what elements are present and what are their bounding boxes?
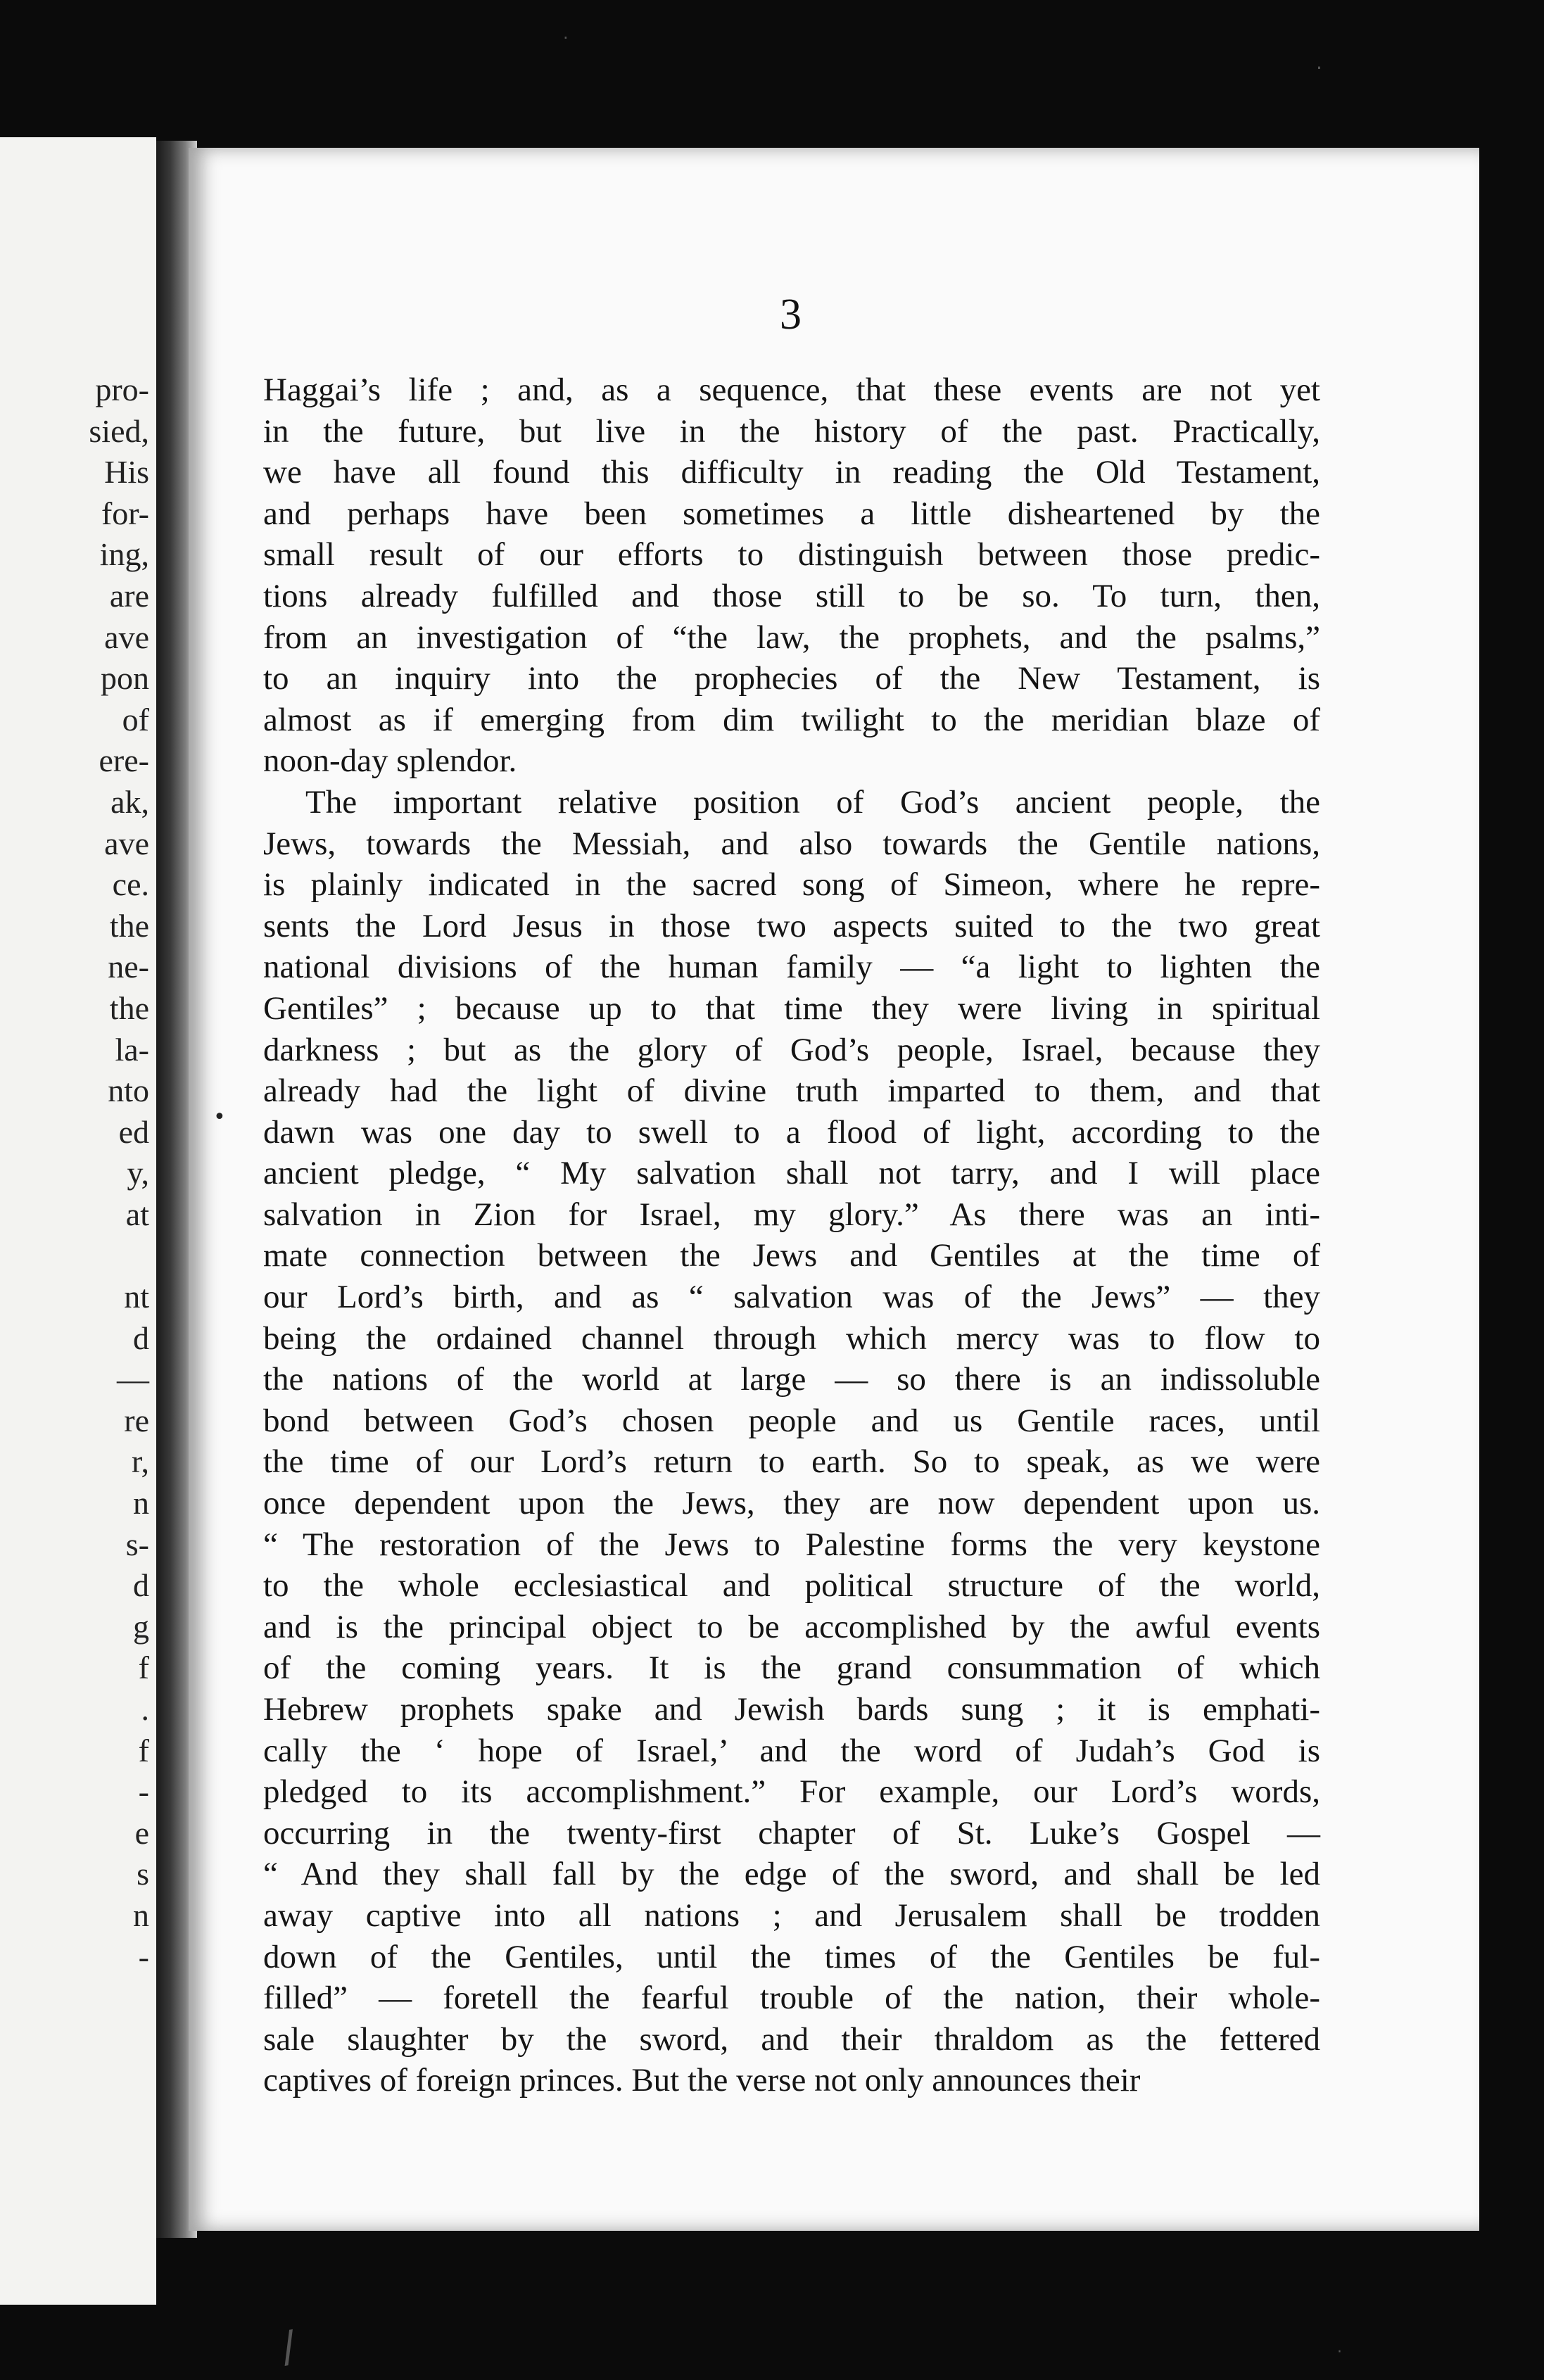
text-line: national divisions of the human family — “a light to lighten the xyxy=(263,949,1320,986)
text-line: sents the Lord Jesus in those two aspects suited to the two great xyxy=(263,907,1320,944)
text-line: away captive into all nations ; and Jerusalem shall be trodden xyxy=(263,1897,1320,1934)
text-line: bond between God’s chosen people and us Gentile races, until xyxy=(263,1402,1320,1439)
facing-page-fragment: n xyxy=(133,1897,149,1933)
text-line: Gentiles” ; because up to that time they were living in spiritual xyxy=(263,989,1320,1027)
text-line: we have all found this difficulty in reading the Old Testament, xyxy=(263,454,1320,491)
facing-page xyxy=(0,137,156,2305)
text-line: almost as if emerging from dim twilight to the meridian blaze of xyxy=(263,701,1320,738)
text-line: the time of our Lord’s return to earth. So to speak, as we were xyxy=(263,1443,1320,1481)
facing-page-fragment: f xyxy=(138,1650,149,1686)
scan-speck: · xyxy=(1316,56,1322,80)
text-line: Hebrew prophets spake and Jewish bards sung ; it is emphati- xyxy=(263,1691,1320,1728)
facing-page-fragment: the xyxy=(109,989,149,1026)
facing-page-fragment: n xyxy=(133,1485,149,1521)
text-line: dawn was one day to swell to a flood of light, according to the xyxy=(263,1113,1320,1151)
facing-page-fragment: ere- xyxy=(99,742,149,779)
facing-page-fragment: are xyxy=(109,577,149,614)
facing-page-fragment: ave xyxy=(104,619,149,655)
facing-page-fragment: d xyxy=(133,1567,149,1604)
text-line: being the ordained channel through which mercy was to flow to xyxy=(263,1319,1320,1357)
text-line: occurring in the twenty-first chapter of St. Luke’s Gospel — xyxy=(263,1814,1320,1852)
text-line: and perhaps have been sometimes a little disheartened by the xyxy=(263,495,1320,532)
facing-page-fragment: - xyxy=(138,1773,149,1810)
text-line: cally the ‘ hope of Israel,’ and the word of Judah’s God is xyxy=(263,1732,1320,1769)
facing-page-fragment: pro- xyxy=(95,372,149,407)
text-line: our Lord’s birth, and as “ salvation was of the Jews” — they xyxy=(263,1279,1320,1316)
facing-page-fragment: pon xyxy=(101,660,149,697)
facing-page-fragment: the xyxy=(109,907,149,944)
facing-page-fragment: ak, xyxy=(110,783,149,820)
text-line: once dependent upon the Jews, they are now dependent upon us. xyxy=(263,1485,1320,1522)
text-line: is plainly indicated in the sacred song of Simeon, where he repre- xyxy=(263,866,1320,904)
text-line: Jews, towards the Messiah, and also towards the Gentile nations, xyxy=(263,825,1320,862)
facing-page-fragment xyxy=(89,1235,149,1277)
facing-page-text xyxy=(89,369,149,1977)
text-line: captives of foreign princes. But the verse not only announces their xyxy=(263,2062,1141,2099)
text-line: of the coming years. It is the grand consummation of which xyxy=(263,1650,1320,1687)
text-line: salvation in Zion for Israel, my glory.” As there was an inti- xyxy=(263,1196,1320,1233)
text-line: darkness ; but as the glory of God’s people, Israel, because they xyxy=(263,1031,1320,1068)
text-line: The important relative position of God’s ancient people, the xyxy=(305,783,1320,821)
facing-page-fragment: at xyxy=(125,1196,149,1232)
facing-page-fragment: d xyxy=(133,1319,149,1356)
facing-page-fragment: ave xyxy=(104,825,149,861)
text-line: filled” — foretell the fearful trouble of the nation, their whole- xyxy=(263,1980,1320,2017)
facing-page-fragment: e xyxy=(134,1814,149,1851)
facing-page-fragment: f xyxy=(138,1732,149,1768)
text-line: noon-day splendor. xyxy=(263,742,517,780)
facing-page-fragment: His xyxy=(104,454,149,490)
facing-page-fragment: g xyxy=(133,1608,149,1645)
facing-page-fragment: re xyxy=(124,1402,149,1438)
text-line: down of the Gentiles, until the times of the Gentiles be ful- xyxy=(263,1938,1320,1975)
facing-page-fragment: s- xyxy=(125,1526,149,1562)
body-text xyxy=(263,369,1320,2101)
text-line: to the whole ecclesiastical and political structure of the world, xyxy=(263,1567,1320,1604)
facing-page-fragment: r, xyxy=(132,1443,149,1480)
text-line: from an investigation of “the law, the prophets, and the psalms,” xyxy=(263,619,1320,656)
facing-page-fragment: - xyxy=(138,1938,149,1975)
text-line: small result of our efforts to distinguish between those predic- xyxy=(263,536,1320,574)
text-line: the nations of the world at large — so there is an indissoluble xyxy=(263,1361,1320,1398)
text-line: already had the light of divine truth imparted to them, and that xyxy=(263,1072,1320,1110)
facing-page-fragment: ce. xyxy=(112,866,149,903)
text-line: in the future, but live in the history of the past. Practically, xyxy=(263,412,1320,450)
facing-page-fragment: nt xyxy=(124,1279,149,1315)
text-line: pledged to its accomplishment.” For example, our Lord’s words, xyxy=(263,1773,1320,1811)
text-line: to an inquiry into the prophecies of the New Testament, is xyxy=(263,660,1320,697)
facing-page-fragment: . xyxy=(141,1691,149,1727)
facing-page-fragment: — xyxy=(117,1361,149,1398)
margin-bullet: • xyxy=(213,1105,226,1129)
facing-page-fragment: nto xyxy=(108,1072,149,1109)
facing-page-fragment: s xyxy=(137,1856,149,1892)
text-line: mate connection between the Jews and Gentiles at the time of xyxy=(263,1237,1320,1274)
text-line: Haggai’s life ; and, as a sequence, that these events are not yet xyxy=(263,372,1320,408)
scan-speck: · xyxy=(563,28,569,48)
facing-page-fragment: ed xyxy=(118,1113,149,1150)
text-line: sale slaughter by the sword, and their thraldom as the fettered xyxy=(263,2020,1320,2058)
text-line: and is the principal object to be accomplished by the awful events xyxy=(263,1608,1320,1645)
bottom-slash-mark: / xyxy=(277,2321,300,2373)
facing-page-fragment: la- xyxy=(115,1031,149,1068)
scan-speck: · xyxy=(1337,2343,1342,2361)
facing-page-fragment: ing, xyxy=(99,536,149,573)
text-line: ancient pledge, “ My salvation shall not tarry, and I will place xyxy=(263,1155,1320,1192)
facing-page-fragment: for- xyxy=(101,495,149,531)
text-line: “ And they shall fall by the edge of the sword, and shall be led xyxy=(263,1856,1320,1893)
facing-page-fragment: ne- xyxy=(108,949,149,985)
text-line: tions already fulfilled and those still to be so. To turn, then, xyxy=(263,577,1320,614)
facing-page-fragment: of xyxy=(122,701,149,738)
facing-page-fragment: y, xyxy=(127,1155,149,1191)
page-number: 3 xyxy=(780,291,802,338)
facing-page-fragment: sied, xyxy=(89,412,149,449)
text-line: “ The restoration of the Jews to Palestine forms the very keystone xyxy=(263,1526,1320,1563)
